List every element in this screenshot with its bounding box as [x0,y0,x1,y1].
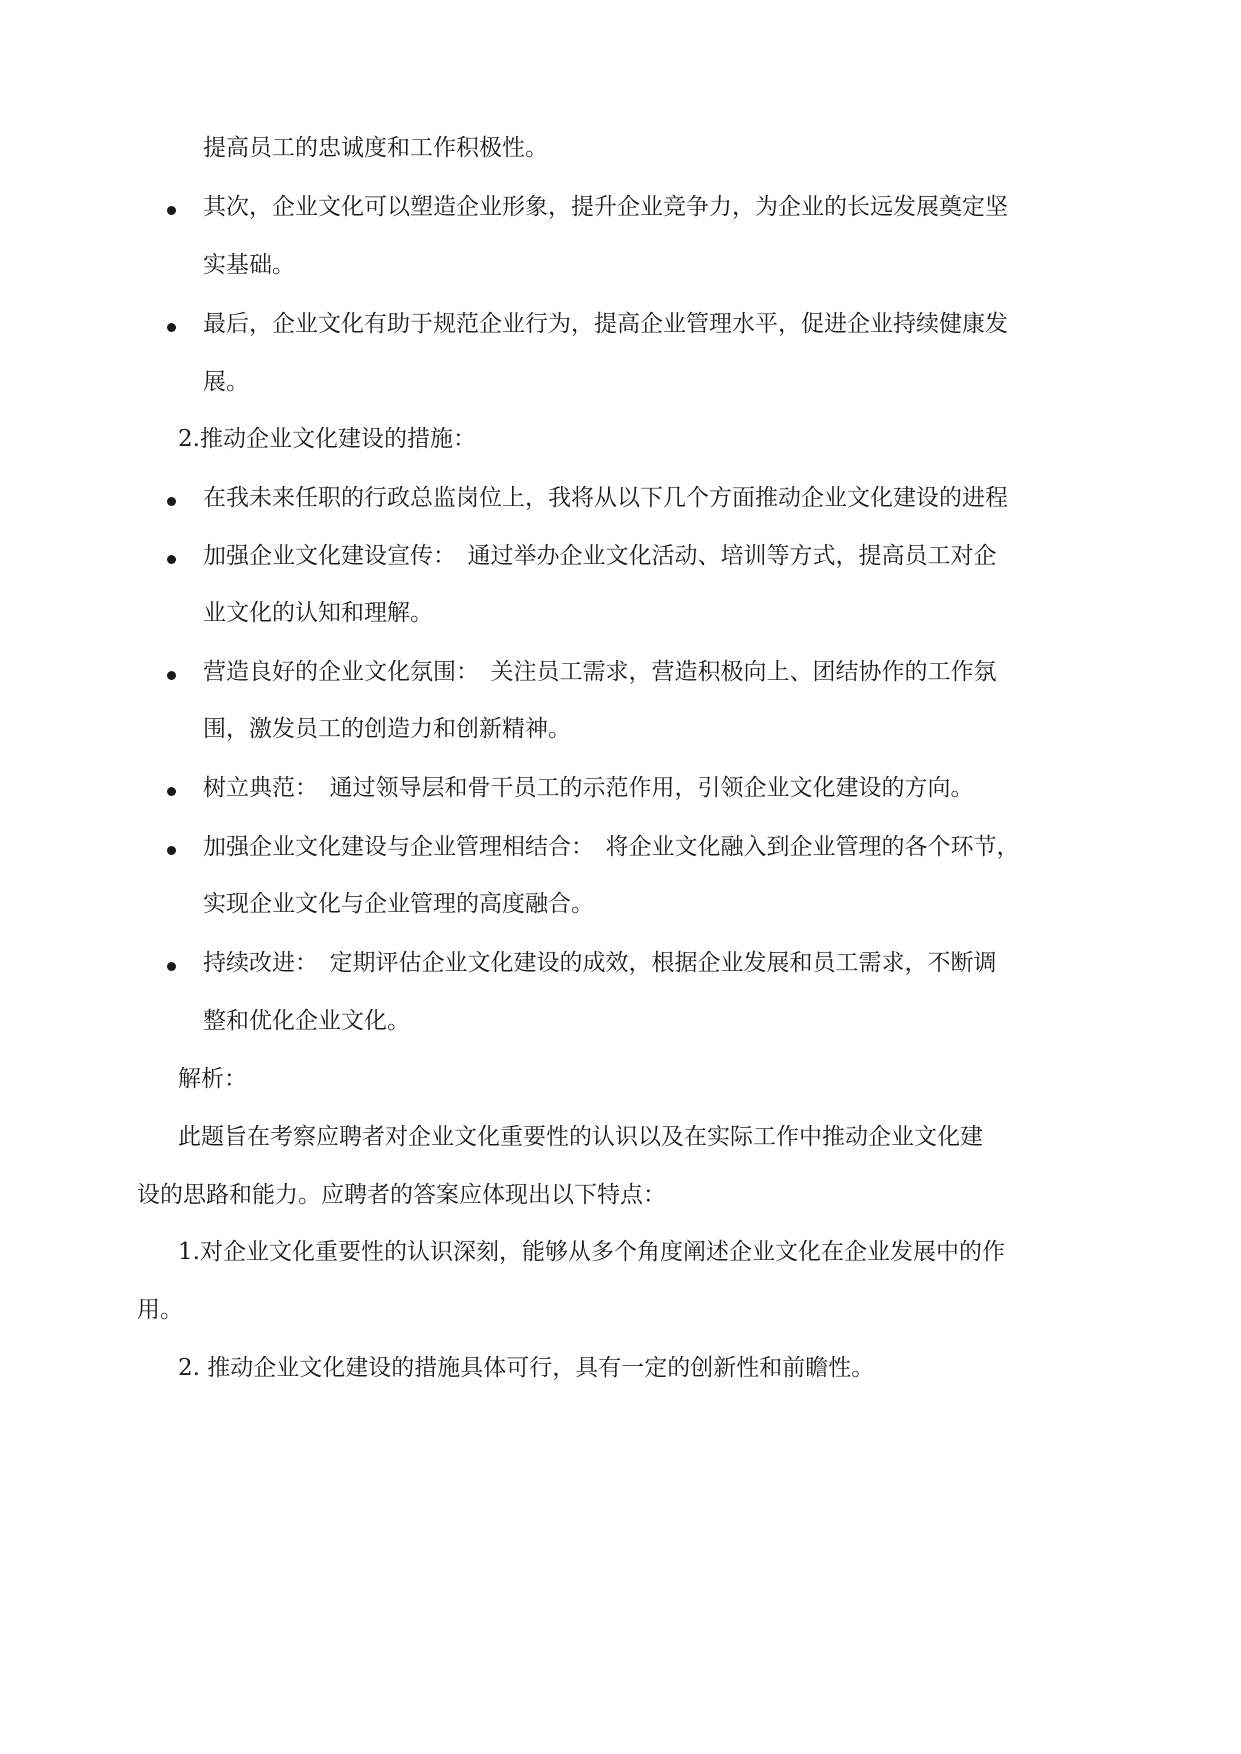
analysis-point-1-line2: 用。 [137,1297,183,1323]
measure-atmosphere-line2: 围，激发员工的创造力和创新精神。 [203,716,571,742]
analysis-point-2: 2. 推动企业文化建设的措施具体可行，具有一定的创新性和前瞻性。 [178,1355,875,1381]
analysis-label: 解析： [178,1066,247,1092]
bullet-dot [167,787,176,796]
measure-management-line1: 加强企业文化建设与企业管理相结合： 将企业文化融入到企业管理的各个环节， [203,834,1020,860]
bullet-dot [167,497,176,506]
bullet-dot [167,671,176,680]
bullet-dot [167,962,176,971]
analysis-paragraph-line1: 此题旨在考察应聘者对企业文化重要性的认识以及在实际工作中推动企业文化建 [178,1124,983,1150]
analysis-point-1-line1: 1.对企业文化重要性的认识深刻，能够从多个角度阐述企业文化在企业发展中的作 [178,1239,1005,1265]
bullet-dot [167,206,176,215]
measure-role-model: 树立典范： 通过领导层和骨干员工的示范作用，引领企业文化建设的方向。 [203,775,974,801]
measure-improvement-line2: 整和优化企业文化。 [203,1008,410,1034]
importance-item-3-line1: 最后，企业文化有助于规范企业行为，提高企业管理水平，促进企业持续健康发 [203,311,1008,337]
bullet-dot [167,846,176,855]
importance-item-2-line2: 实基础。 [203,252,295,278]
measure-improvement-line1: 持续改进： 定期评估企业文化建设的成效，根据企业发展和员工需求，不断调 [203,950,997,976]
continuation-text: 提高员工的忠诚度和工作积极性。 [203,135,548,161]
measure-intro: 在我未来任职的行政总监岗位上，我将从以下几个方面推动企业文化建设的进程 [203,485,1008,511]
bullet-dot [167,323,176,332]
analysis-paragraph-line2: 设的思路和能力。应聘者的答案应体现出以下特点： [137,1182,666,1208]
bullet-dot [167,555,176,564]
measure-publicity-line2: 业文化的认知和理解。 [203,600,433,626]
importance-item-3-line2: 展。 [203,369,249,395]
measure-publicity-line1: 加强企业文化建设宣传： 通过举办企业文化活动、培训等方式，提高员工对企 [203,543,997,569]
measures-heading: 2.推动企业文化建设的措施： [178,426,476,452]
measure-atmosphere-line1: 营造良好的企业文化氛围： 关注员工需求，营造积极向上、团结协作的工作氛 [203,659,997,685]
importance-item-2-line1: 其次，企业文化可以塑造企业形象，提升企业竞争力，为企业的长远发展奠定坚 [203,194,1008,220]
measure-management-line2: 实现企业文化与企业管理的高度融合。 [203,891,594,917]
